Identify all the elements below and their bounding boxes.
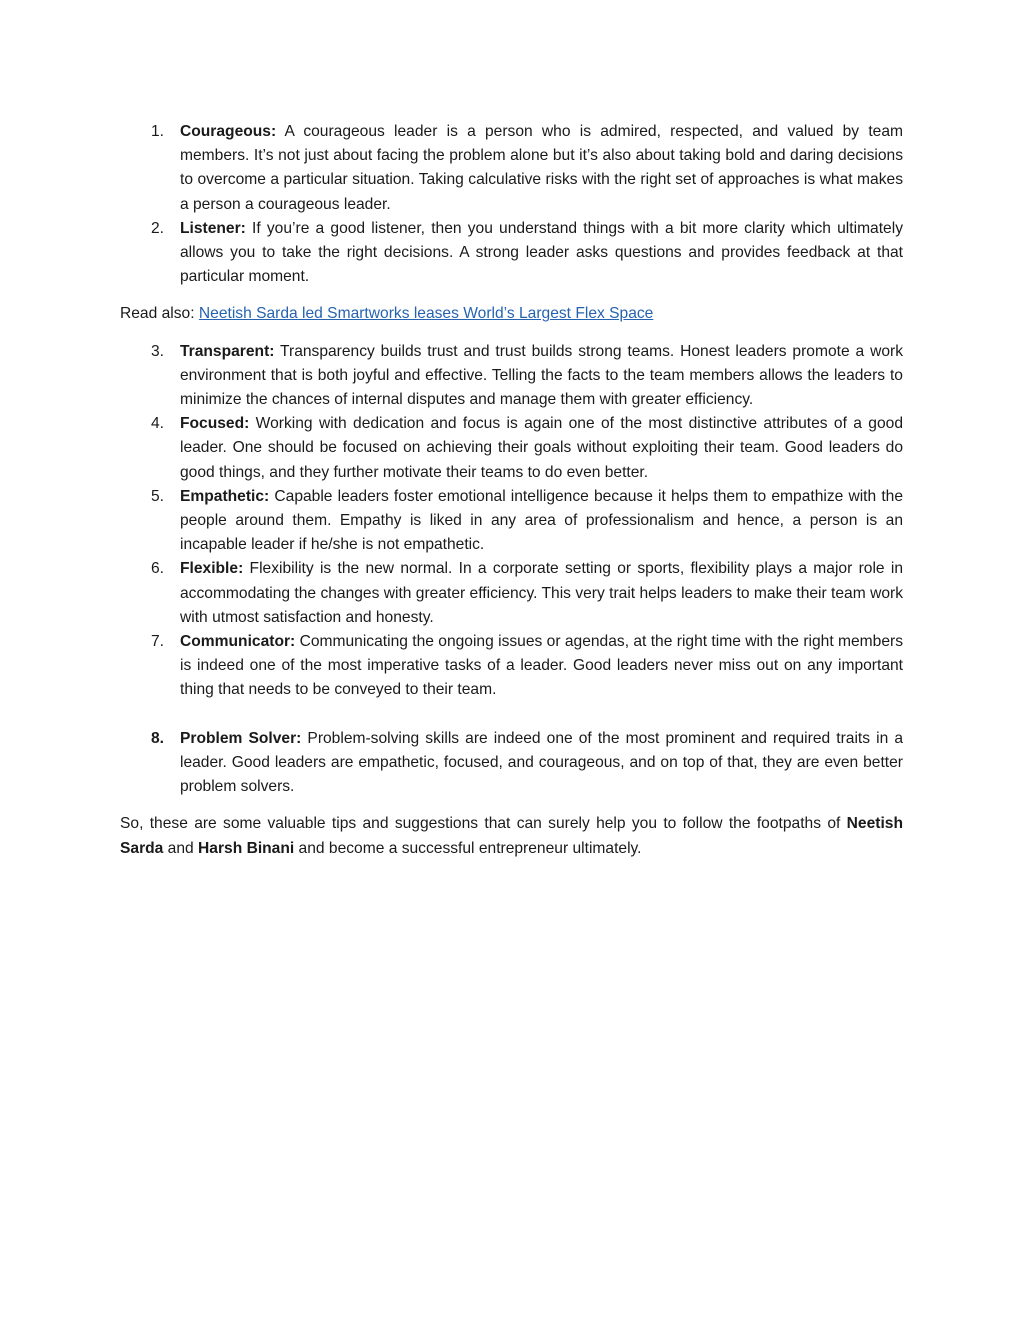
list-item-courageous	[120, 120, 903, 217]
list-term: Problem Solver:	[180, 729, 302, 747]
list-term: Transparent:	[180, 342, 275, 360]
list-number: 5.	[151, 487, 165, 505]
list-item-problem-solver	[120, 727, 903, 800]
list-item-flexible	[120, 557, 903, 630]
list-text: A courageous leader is a person who is admired, respected, and valued by team members. It’s not just about facing the problem alone but it’s also about taking bold and daring decisions to overcome a particular situation. Taking calculative risks with the right set of approaches is what makes a person a courageous leader.	[180, 123, 903, 213]
list-number: 1.	[151, 123, 165, 140]
closing-text: and become a successful entrepreneur ultimately.	[294, 839, 642, 857]
list-term: Flexible:	[180, 560, 244, 578]
list-item-empathetic	[120, 485, 903, 558]
list-term: Empathetic:	[180, 487, 270, 505]
document-page	[120, 120, 903, 874]
list-text: Capable leaders foster emotional intelligence because it helps them to empathize with the people around them. Empathy is liked in any area of professionalism and hence, a person is an incapable leader if he/she is not empathetic.	[180, 487, 903, 554]
list-term: Communicator:	[180, 633, 296, 651]
closing-text: and	[163, 839, 199, 857]
list-text: Working with dedication and focus is again one of the most distinctive attributes of a good leader. One should be focused on achieving their goals without exploiting their team. Good leaders do good things, and they further motivate their teams to do even better.	[180, 415, 903, 481]
list-number: 6.	[151, 560, 165, 578]
list-text: Transparency builds trust and trust builds strong teams. Honest leaders promote a work environment that is both joyful and effective. Telling the facts to the team members allows the leaders to minimize the chances of internal disputes and manage them with greater efficiency.	[180, 342, 903, 409]
list-item-focused	[120, 412, 903, 485]
list-text: Problem-solving skills are indeed one of the most prominent and required traits in a leader. Good leaders are empathetic, focused, and courageous, and on top of that, they are even better problem solvers.	[180, 729, 903, 796]
list-number: 4.	[151, 415, 165, 433]
closing-name-neetish: Neetish Sarda	[120, 815, 903, 857]
closing-name-harsh: Harsh Binani	[198, 839, 295, 857]
list-term: Listener:	[180, 219, 246, 237]
list-text: Communicating the ongoing issues or agendas, at the right time with the right members is indeed one of the most imperative tasks of a leader. Good leaders never miss out on any important thing that needs to be conveyed to their team.	[180, 633, 903, 699]
list-number: 7.	[151, 633, 165, 651]
closing-text: So, these are some valuable tips and suggestions that can surely help you to follow the footpaths of	[120, 815, 847, 833]
list-term: Courageous:	[180, 123, 277, 140]
list-item-listener	[120, 217, 903, 290]
read-also-line	[120, 302, 903, 326]
list-item-communicator	[120, 630, 903, 703]
list-text: Flexibility is the new normal. In a corporate setting or sports, flexibility plays a major role in accommodating the changes with greater efficiency. This very trait helps leaders to make their team work with utmost satisfaction and honesty.	[180, 560, 903, 626]
list-number: 2.	[151, 219, 165, 237]
closing-paragraph	[120, 812, 903, 860]
list-item-transparent	[120, 340, 903, 413]
read-also-label: Read also:	[120, 305, 199, 323]
list-term: Focused:	[180, 415, 250, 433]
list-number: 3.	[151, 342, 165, 360]
blank-line	[120, 703, 903, 727]
read-also-link[interactable]: Neetish Sarda led Smartworks leases World’s Largest Flex Space	[198, 305, 654, 323]
list-number: 8.	[151, 729, 165, 747]
list-text: If you’re a good listener, then you understand things with a bit more clarity which ultimately allows you to take the right decisions. A strong leader asks questions and provides feedback at that particular moment.	[180, 219, 903, 286]
